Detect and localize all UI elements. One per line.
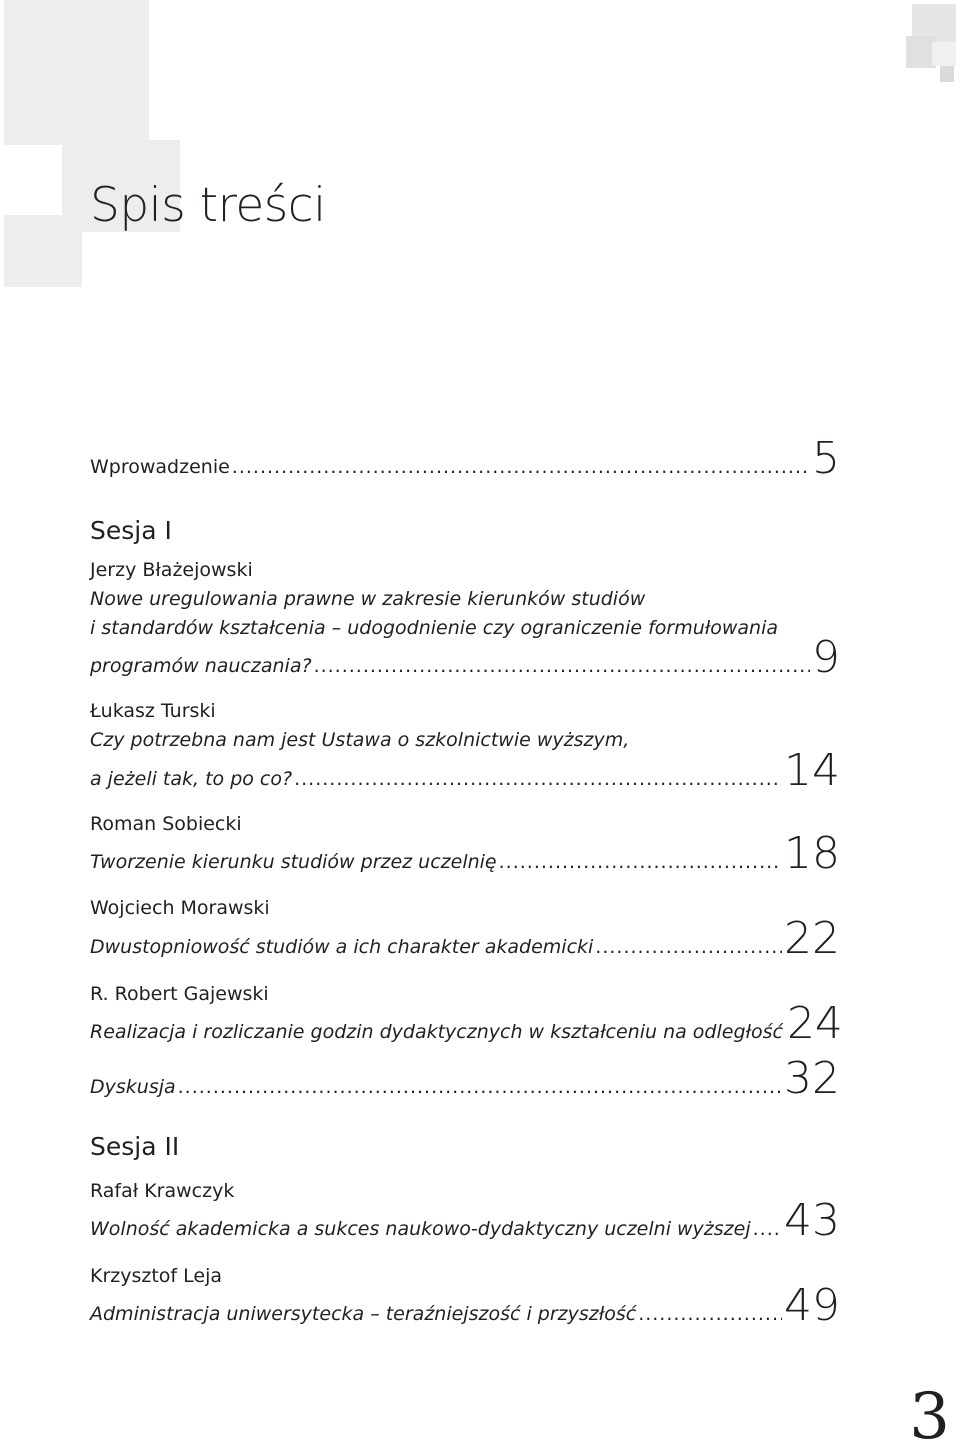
dot-leader bbox=[595, 933, 782, 962]
toc-page-number: 22 bbox=[784, 913, 840, 964]
toc-entry[interactable] bbox=[90, 1280, 840, 1331]
toc-title-line: Tworzenie kierunku studiów przez uczelnię bbox=[90, 851, 497, 873]
toc-page-number: 32 bbox=[784, 1053, 840, 1104]
dot-leader bbox=[232, 453, 810, 482]
toc-page-number: 14 bbox=[784, 745, 840, 796]
dot-leader bbox=[294, 765, 782, 794]
toc-title-line: Administracja uniwersytecka – teraźniejszość i przyszłość bbox=[90, 1303, 637, 1325]
toc-page-number: 49 bbox=[784, 1280, 840, 1331]
toc-title-line: Realizacja i rozliczanie godzin dydaktycznych w kształceniu na odległość bbox=[90, 1021, 783, 1043]
toc-entry[interactable] bbox=[90, 1195, 840, 1246]
toc-author: Rafał Krawczyk bbox=[90, 1180, 235, 1202]
decor-square-large bbox=[4, 0, 149, 145]
dot-leader bbox=[638, 1300, 782, 1329]
page-title: Spis treści bbox=[90, 178, 326, 233]
toc-page-number: 18 bbox=[784, 828, 840, 879]
toc-entry[interactable] bbox=[90, 632, 840, 683]
decor-square-corner-3 bbox=[932, 42, 956, 66]
dot-leader bbox=[499, 848, 782, 877]
toc-entry-label: Dyskusja bbox=[90, 1076, 176, 1098]
toc-entry-intro[interactable] bbox=[90, 433, 840, 484]
toc-entry-discussion[interactable] bbox=[90, 1053, 840, 1104]
session-heading: Sesja I bbox=[90, 516, 172, 545]
toc-title-line: Wolność akademicka a sukces naukowo-dydaktyczny uczelni wyższej bbox=[90, 1218, 751, 1240]
toc-entry[interactable] bbox=[90, 998, 843, 1049]
toc-page-number: 9 bbox=[812, 632, 840, 683]
toc-page-number: 43 bbox=[784, 1195, 840, 1246]
page-number: 3 bbox=[909, 1380, 950, 1454]
toc-page-number: 5 bbox=[812, 433, 840, 484]
toc-entry[interactable] bbox=[90, 745, 840, 796]
toc-title-line: i standardów kształcenia – udogodnienie czy ograniczenie formułowania bbox=[90, 617, 778, 639]
toc-page-number: 24 bbox=[786, 998, 843, 1049]
dot-leader bbox=[314, 652, 810, 681]
toc-author: Jerzy Błażejowski bbox=[90, 559, 253, 581]
dot-leader bbox=[178, 1073, 782, 1102]
dot-leader bbox=[753, 1215, 782, 1244]
toc-author: Wojciech Morawski bbox=[90, 897, 270, 919]
toc-entry-label: Wprowadzenie bbox=[90, 456, 230, 478]
toc-author: R. Robert Gajewski bbox=[90, 983, 269, 1005]
toc-title-line: Czy potrzebna nam jest Ustawa o szkolnictwie wyższym, bbox=[90, 729, 630, 751]
toc-author: Roman Sobiecki bbox=[90, 813, 242, 835]
session-heading: Sesja II bbox=[90, 1132, 180, 1161]
toc-author: Łukasz Turski bbox=[90, 700, 216, 722]
decor-square-small bbox=[4, 215, 82, 287]
toc-title-line: a jeżeli tak, to po co? bbox=[90, 768, 293, 790]
toc-title-line: Nowe uregulowania prawne w zakresie kierunków studiów bbox=[90, 588, 646, 610]
toc-entry[interactable] bbox=[90, 913, 840, 964]
toc-author: Krzysztof Leja bbox=[90, 1265, 223, 1287]
toc-entry[interactable] bbox=[90, 828, 840, 879]
toc-title-line: programów nauczania? bbox=[90, 655, 312, 677]
toc-title-line: Dwustopniowość studiów a ich charakter akademicki bbox=[90, 936, 594, 958]
decor-square-corner-4 bbox=[940, 66, 954, 82]
